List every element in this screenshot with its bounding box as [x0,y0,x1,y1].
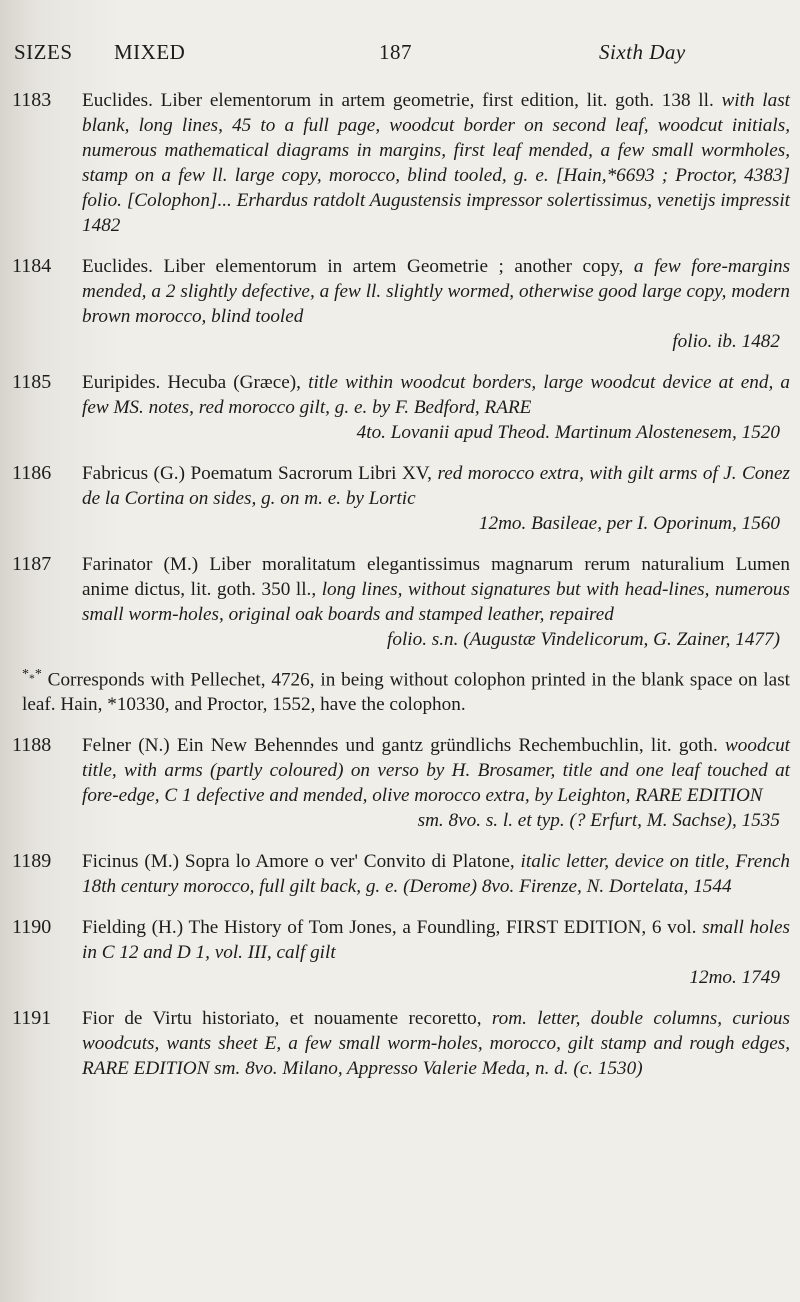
lot-title: Sopra lo Amore o ver' Convito di Platone, [184,851,515,873]
lot-entry [0,88,800,238]
lot-imprint: 8vo. Firenze, N. Dortelata, 1544 [481,876,732,898]
lot-number: 1187 [12,553,52,575]
lot-note [22,662,790,717]
lot-description: rom. letter, double columns, curious woodcuts, wants sheet E, a few small worm-holes, morocco, gilt stamp and rough edges, RARE EDITION [82,1008,790,1080]
lot-title: The History of Tom Jones, a Foundling, FIRST EDITION, 6 vol. [188,917,697,939]
lot-title: Liber elementorum in artem Geometrie ; another copy, [163,256,624,277]
asterism-icon: *** [22,667,42,685]
lot-author: Fior de Virtu [82,1008,192,1030]
lot-list [0,88,800,1097]
page-number: 187 [379,40,412,64]
lot-title: Ein New Behenndes und gantz gründlichs Rechembuchlin, lit. goth. [176,735,718,757]
lot-text [82,552,790,652]
lot-imprint: folio. s.n. (Augustæ Vindelicorum, G. Zainer, 1477) [387,629,780,650]
lot-title: historiato, et nouamente recoretto, [202,1008,482,1030]
header-day: Sixth Day [599,40,686,64]
lot-imprint: 4to. Lovanii apud Theod. Martinum Alostenesem, 1520 [356,422,780,443]
lot-text [82,1006,790,1081]
lot-author: Farinator (M.) [82,554,199,575]
lot-entry [0,733,800,833]
lot-title: Liber moralitatum elegantissimus magnarum rerum naturalium Lumen anime dictus, lit. goth. 350 ll., [82,554,790,600]
lot-imprint: sm. 8vo. Milano, Appresso Valerie Meda, n. d. (c. 1530) [214,1058,643,1080]
lot-entry [0,461,800,536]
lot-description: title within woodcut borders, large woodcut device at end, a few MS. notes, red morocco gilt, g. e. by F. Bedford, RARE [82,372,791,418]
lot-number: 1185 [12,371,52,393]
lot-text [82,849,790,899]
lot-entry [0,254,800,354]
lot-title: Hecuba (Græce), [167,372,301,393]
lot-entry [0,1006,800,1081]
lot-text [82,733,790,833]
page-header [14,40,794,68]
lot-author: Euclides. [82,256,153,277]
lot-number: 1183 [12,89,52,111]
lot-author: Fielding (H.) [82,917,184,939]
lot-author: Felner (N.) [82,735,170,757]
header-sizes: SIZES [14,40,73,64]
lot-description: small holes in C 12 and D 1, vol. III, calf gilt [82,917,790,964]
lot-text [82,88,790,238]
lot-title: Poematum Sacrorum Libri XV, [190,463,432,484]
lot-description: with last blank, long lines, 45 to a full page, woodcut border on second leaf, woodcut initials, numerous mathematical diagrams in margins, first leaf mended, a few small wormholes, stamp on a few ll. large copy, morocco, blind tooled, g. e. [Hain,*6693 ; Proctor, 4383] [82,90,791,186]
lot-text [82,915,790,990]
lot-author: Fabricus (G.) [82,463,185,484]
lot-imprint: folio. [Colophon]... Erhardus ratdolt Augustensis impressor solertissimus, venetijs impressit 1482 [82,190,790,236]
lot-description: long lines, without signatures but with head-lines, numerous small worm-holes, original oak boards and stamped leather, repaired [82,579,790,625]
lot-number: 1186 [12,462,52,484]
lot-imprint: 12mo. 1749 [689,967,780,989]
lot-entry [0,849,800,899]
lot-entry [0,370,800,445]
lot-text [82,461,790,536]
lot-number: 1184 [12,255,52,277]
header-mixed: MIXED [114,40,186,64]
lot-title: Liber elementorum in artem geometrie, first edition, lit. goth. 138 ll. [160,90,714,111]
lot-text [82,370,790,445]
lot-number: 1191 [12,1007,52,1030]
lot-description: red morocco extra, with gilt arms of J. Conez de la Cortina on sides, g. on m. e. by Lortic [82,463,791,509]
lot-author: Euripides. [82,372,161,393]
lot-imprint: sm. 8vo. s. l. et typ. (? Erfurt, M. Sachse), 1535 [417,810,780,832]
lot-entry [0,552,800,652]
lot-imprint: 12mo. Basileae, per I. Oporinum, 1560 [478,513,780,534]
lot-number: 1189 [12,850,52,873]
lot-author: Euclides. [82,90,153,111]
lot-number: 1190 [12,916,52,939]
lot-description: woodcut title, with arms (partly coloured) on verso by H. Brosamer, title and one leaf touched at fore-edge, C 1 defective and mended, olive morocco extra, by Leighton, RARE EDITION [82,735,790,807]
lot-text [82,254,790,354]
lot-number: 1188 [12,734,52,757]
lot-author: Ficinus (M.) [82,851,180,873]
lot-entry [0,915,800,990]
lot-description: italic letter, device on title, French 18th century morocco, full gilt back, g. e. (Derome) [82,851,791,898]
lot-description: a few fore-margins mended, a 2 slightly defective, a few ll. slightly wormed, otherwise good large copy, modern brown morocco, blind tooled [82,256,791,327]
lot-imprint: folio. ib. 1482 [672,331,780,352]
lot-note-text: Corresponds with Pellechet, 4726, in being without colophon printed in the blank space on last leaf. Hain, *10330, and Proctor, 1552, have the colophon. [22,669,790,716]
